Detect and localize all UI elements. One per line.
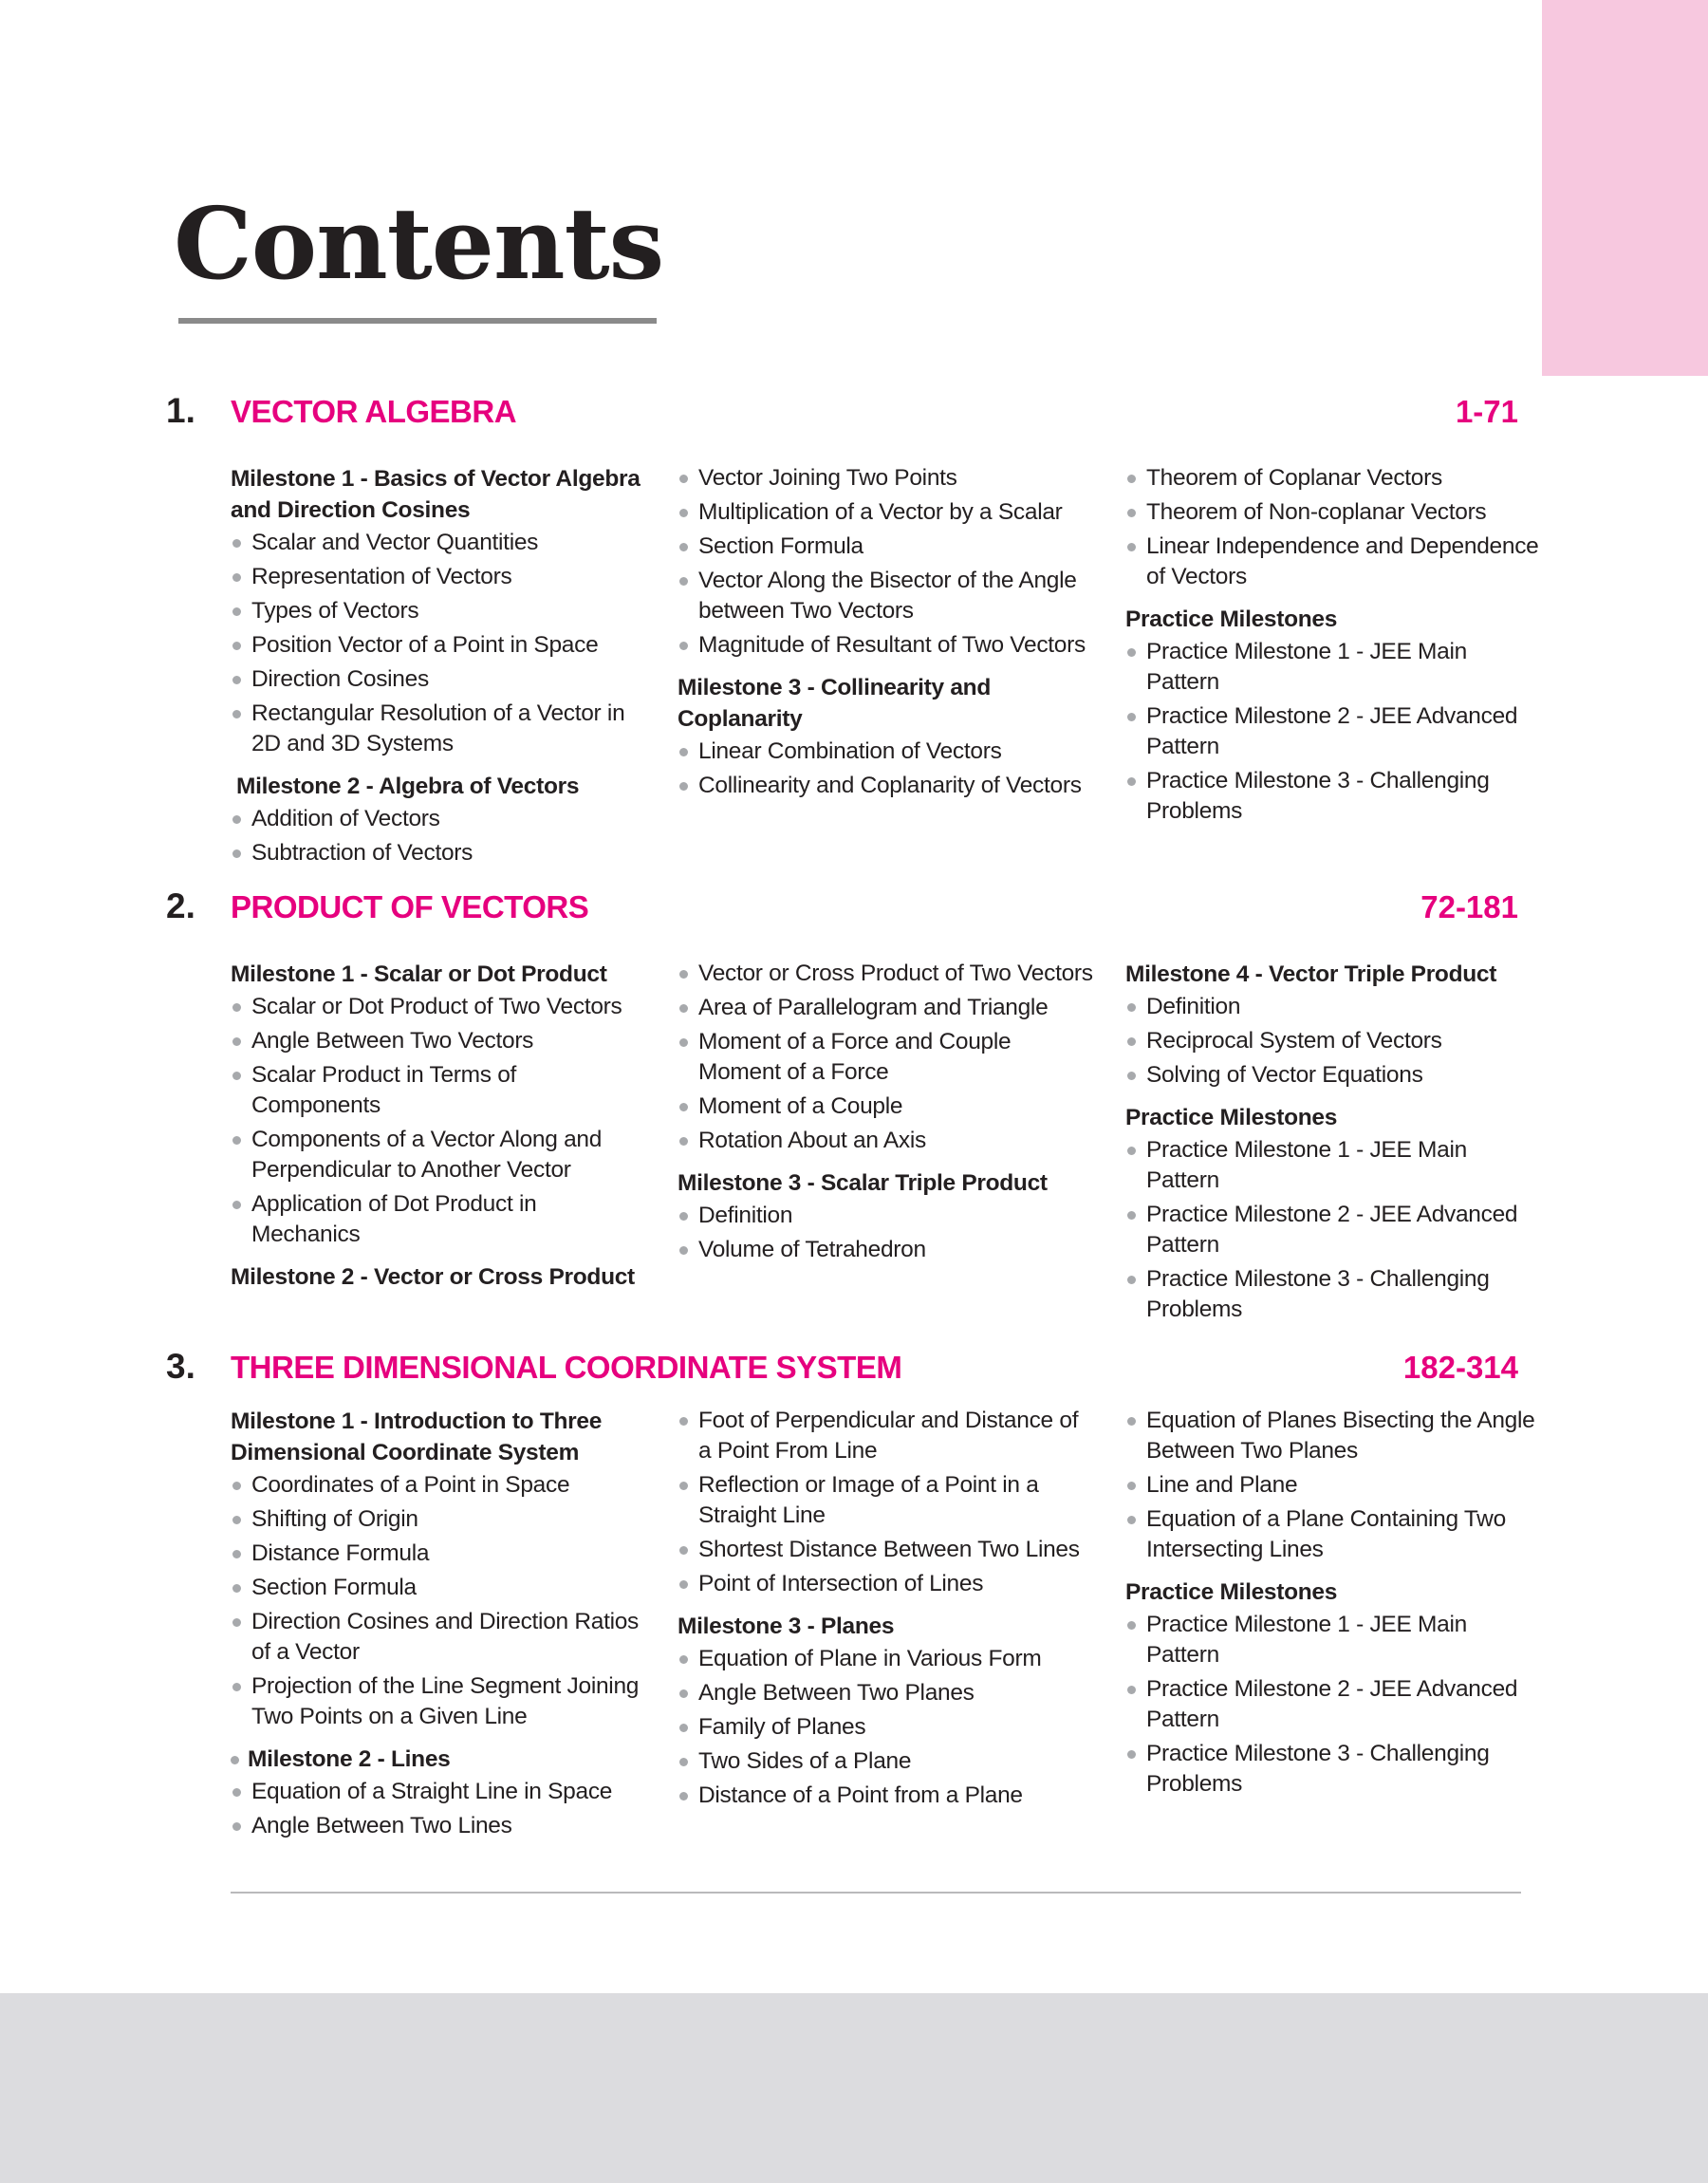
topic-item: Addition of Vectors (231, 804, 648, 834)
pink-page-tab (1542, 0, 1708, 376)
chapter-header (0, 886, 1708, 940)
topic-list (678, 1201, 1095, 1265)
column-2 (678, 959, 1095, 1269)
topic-item: Vector Along the Bisector of the Angle between Two Vectors (678, 566, 1095, 626)
topic-item: Angle Between Two Planes (678, 1678, 1095, 1708)
chapter-number: 1. (166, 391, 195, 430)
topic-item: Shifting of Origin (231, 1504, 648, 1535)
chapter-number: 2. (166, 886, 195, 925)
topic-item: Distance Formula (231, 1539, 648, 1569)
topic-item: Practice Milestone 1 - JEE Main Pattern (1125, 1610, 1543, 1670)
column-1 (231, 959, 648, 1295)
topic-item: Area of Parallelogram and Triangle (678, 993, 1095, 1023)
topic-item: Practice Milestone 2 - JEE Advanced Pattern (1125, 701, 1543, 762)
practice-milestones-title: Practice Milestones (1125, 606, 1338, 632)
topic-item: Family of Planes (678, 1712, 1095, 1743)
topic-item: Moment of a Force and Couple Moment of a Force (678, 1027, 1095, 1088)
topic-list (231, 992, 648, 1250)
column-2 (678, 1406, 1095, 1815)
milestone-title: Milestone 4 - Vector Triple Product (1125, 961, 1497, 987)
topic-item: Distance of a Point from a Plane (678, 1781, 1095, 1811)
topic-item: Equation of Plane in Various Form (678, 1644, 1095, 1674)
topic-item: Vector Joining Two Points (678, 463, 1095, 494)
topic-item: Vector or Cross Product of Two Vectors (678, 959, 1095, 989)
topic-item: Angle Between Two Vectors (231, 1026, 648, 1056)
topic-item: Scalar and Vector Quantities (231, 528, 648, 558)
topic-item: Reciprocal System of Vectors (1125, 1026, 1543, 1056)
milestone-title: Milestone 1 - Scalar or Dot Product (231, 961, 607, 987)
topic-list (678, 737, 1095, 801)
chapter-page-range: 1-71 (1455, 394, 1518, 429)
topic-item: Reflection or Image of a Point in a Straight Line (678, 1470, 1095, 1531)
topic-list (231, 1470, 648, 1732)
milestone-title: Milestone 3 - Collinearity and Coplanarity (678, 675, 991, 732)
chapter-title[interactable]: PRODUCT OF VECTORS (231, 889, 589, 924)
topic-item: Application of Dot Product in Mechanics (231, 1189, 648, 1250)
topic-item: Theorem of Coplanar Vectors (1125, 463, 1543, 494)
milestone-title: Milestone 1 - Basics of Vector Algebra and Direction Cosines (231, 466, 640, 523)
topic-item: Angle Between Two Lines (231, 1811, 648, 1841)
milestone-title: Milestone 2 - Vector or Cross Product (231, 1264, 635, 1290)
topic-list (231, 1777, 648, 1841)
topic-item: Scalar or Dot Product of Two Vectors (231, 992, 648, 1022)
footer-band (0, 1993, 1708, 2183)
chapter-page-range: 72-181 (1420, 889, 1518, 924)
topic-item: Theorem of Non-coplanar Vectors (1125, 497, 1543, 528)
topic-item: Scalar Product in Terms of Components (231, 1060, 648, 1121)
title-underline (178, 318, 657, 324)
topic-item: Linear Combination of Vectors (678, 737, 1095, 767)
chapter-header (0, 1347, 1708, 1400)
topic-item: Practice Milestone 2 - JEE Advanced Pattern (1125, 1200, 1543, 1260)
column-2 (678, 463, 1095, 805)
milestone-title: Milestone 2 - Algebra of Vectors (236, 774, 580, 799)
topic-item: Projection of the Line Segment Joining Two Points on a Given Line (231, 1671, 648, 1732)
topic-item: Equation of Planes Bisecting the Angle Between Two Planes (1125, 1406, 1543, 1466)
chapter-3 (0, 1347, 1708, 1838)
topic-item: Coordinates of a Point in Space (231, 1470, 648, 1501)
chapter-title[interactable]: VECTOR ALGEBRA (231, 394, 517, 429)
topic-item: Moment of a Couple (678, 1092, 1095, 1122)
topic-item: Volume of Tetrahedron (678, 1235, 1095, 1265)
topic-list (231, 528, 648, 759)
practice-milestones-title: Practice Milestones (1125, 1579, 1338, 1605)
chapter-1 (0, 391, 1708, 866)
column-1 (231, 463, 648, 872)
chapter-page-range: 182-314 (1402, 1350, 1518, 1385)
topic-item: Direction Cosines (231, 664, 648, 695)
milestone-title: Milestone 3 - Scalar Triple Product (678, 1170, 1048, 1196)
topic-list (1125, 637, 1543, 827)
topic-item: Line and Plane (1125, 1470, 1543, 1501)
page-title: Contents (174, 185, 664, 302)
topic-item: Collinearity and Coplanarity of Vectors (678, 771, 1095, 801)
bottom-divider (231, 1892, 1521, 1894)
topic-item: Foot of Perpendicular and Distance of a Point From Line (678, 1406, 1095, 1466)
topic-item: Definition (678, 1201, 1095, 1231)
topic-list (1125, 1406, 1543, 1565)
topic-list (231, 804, 648, 868)
column-3 (1125, 463, 1543, 830)
topic-item: Representation of Vectors (231, 562, 648, 592)
topic-item: Components of a Vector Along and Perpendicular to Another Vector (231, 1125, 648, 1185)
topic-list (678, 959, 1095, 1156)
topic-item: Solving of Vector Equations (1125, 1060, 1543, 1091)
milestone-title: Milestone 2 - Lines (231, 1744, 648, 1775)
topic-list (678, 1406, 1095, 1599)
topic-item: Direction Cosines and Direction Ratios of a Vector (231, 1607, 648, 1668)
topic-list (1125, 463, 1543, 592)
practice-milestones-title: Practice Milestones (1125, 1105, 1338, 1130)
topic-item: Practice Milestone 3 - Challenging Problems (1125, 1739, 1543, 1800)
topic-item: Types of Vectors (231, 596, 648, 626)
milestone-title: Milestone 1 - Introduction to Three Dimensional Coordinate System (231, 1409, 603, 1465)
topic-item: Section Formula (231, 1573, 648, 1603)
topic-item: Subtraction of Vectors (231, 838, 648, 868)
chapter-number: 3. (166, 1347, 195, 1386)
topic-item: Definition (1125, 992, 1543, 1022)
column-1 (231, 1406, 648, 1845)
chapter-header (0, 391, 1708, 444)
topic-list (678, 463, 1095, 661)
topic-item: Section Formula (678, 532, 1095, 562)
topic-list (1125, 992, 1543, 1091)
topic-list (678, 1644, 1095, 1811)
topic-item: Practice Milestone 3 - Challenging Problems (1125, 1264, 1543, 1325)
chapter-title[interactable]: THREE DIMENSIONAL COORDINATE SYSTEM (231, 1350, 902, 1385)
topic-item: Rotation About an Axis (678, 1126, 1095, 1156)
topic-item: Rectangular Resolution of a Vector in 2D and 3D Systems (231, 699, 648, 759)
topic-item: Magnitude of Resultant of Two Vectors (678, 630, 1095, 661)
topic-item: Practice Milestone 2 - JEE Advanced Pattern (1125, 1674, 1543, 1735)
chapter-2 (0, 886, 1708, 1322)
milestone-title: Milestone 3 - Planes (678, 1614, 895, 1639)
topic-item: Equation of a Plane Containing Two Intersecting Lines (1125, 1504, 1543, 1565)
topic-item: Position Vector of a Point in Space (231, 630, 648, 661)
topic-item: Point of Intersection of Lines (678, 1569, 1095, 1599)
topic-item: Two Sides of a Plane (678, 1746, 1095, 1777)
column-3 (1125, 1406, 1543, 1803)
topic-item: Equation of a Straight Line in Space (231, 1777, 648, 1807)
topic-item: Practice Milestone 1 - JEE Main Pattern (1125, 637, 1543, 698)
topic-item: Shortest Distance Between Two Lines (678, 1535, 1095, 1565)
topic-list (1125, 1610, 1543, 1800)
topic-item: Linear Independence and Dependence of Vectors (1125, 532, 1543, 592)
column-3 (1125, 959, 1543, 1329)
topic-list (1125, 1135, 1543, 1325)
topic-item: Practice Milestone 3 - Challenging Problems (1125, 766, 1543, 827)
topic-item: Multiplication of a Vector by a Scalar (678, 497, 1095, 528)
topic-item: Practice Milestone 1 - JEE Main Pattern (1125, 1135, 1543, 1196)
